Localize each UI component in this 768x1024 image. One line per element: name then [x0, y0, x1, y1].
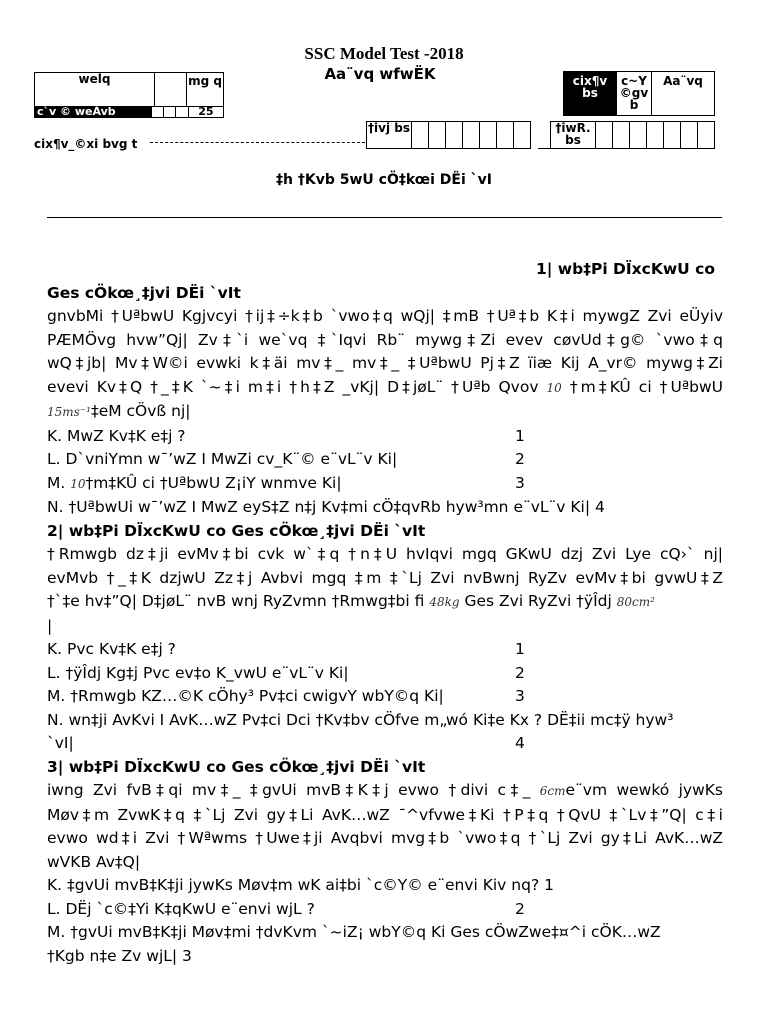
- q1-option-a: K. MwZ Kv‡K e‡j ? 1: [47, 426, 525, 445]
- name-line: [150, 142, 365, 143]
- roll-box: [366, 121, 531, 149]
- q3-heading: 3| wb‡Pi DÏxcKwU co Ges cÖkœ¸‡jvi DËi `vIt: [47, 757, 426, 776]
- subject-label: welq: [35, 73, 155, 107]
- q1-heading: 1| wb‡Pi DÏxcKwU co: [535, 260, 715, 278]
- subject-blank: [155, 73, 187, 107]
- subject-name: c`v © weÁvb: [35, 107, 152, 118]
- q1-heading-cont: Ges cÖkœ¸‡jvi DËi `vIt: [47, 283, 241, 302]
- q2-option-c: M. †Rmwgb KZ…©K cÖhy³ Pv‡ci cwigvY wbY©q Ki| 3: [47, 687, 525, 705]
- q3-line: evwo wd‡i Zvi †Wªwms †Uwe‡ji Avqbvi mvg‡b `vwo‡q †`Lj Zvi gy‡Li AvK…wZ: [47, 829, 723, 847]
- set-label: mg q: [187, 73, 224, 107]
- q2-option-a: K. Pvc Kv‡K e‡j ? 1: [47, 640, 525, 658]
- q2-option-b: L. †ÿÎdj Kg‡j Pvc ev‡o K_vwU e¨vL¨v Ki| 2: [47, 663, 525, 682]
- examinee-name-label: cix¶v_©xi bvg t: [34, 137, 138, 151]
- q2-option-d-cont: `vI| 4: [47, 734, 525, 752]
- area-value: 80cm²: [616, 595, 655, 609]
- q3-line: iwng Zvi fvB‡qi mv‡_ ‡gvUi mvB‡K‡j evwo †divi c‡_ 6cme¨vm wewkó jywKs: [47, 781, 723, 799]
- q1-line: gnvbMi †UªbwU Kgjvcyi †ij‡÷k‡b `vwo‡q wQj| ‡mB †Uª‡b K‡i mywgZ Zvi eÜyiv: [47, 307, 723, 325]
- subject-code-row: [34, 106, 224, 118]
- q2-line: |: [47, 616, 53, 635]
- section-heading: ‡h †Kvb 5wU cÖ‡kœi DËi `vI: [276, 172, 492, 188]
- exam-label: cix¶v bs: [564, 72, 617, 116]
- exam-info-box: [563, 71, 715, 116]
- roll-label: †ivj bs: [367, 122, 412, 149]
- page-title: SSC Model Test -2018: [304, 44, 464, 63]
- q2-line: †Rmwgb dz‡ji evMv‡bi cvk w`‡q †n‡U hvIqvi mgq GKwU dzj Zvi Lye cQ›` nj|: [47, 545, 723, 563]
- q2-line: †`‡e hv‡”Q| D‡jøL¨ nvB wnj RyZvmn †Rmwg‡bi fi 48kg Ges Zvi RyZvi †ÿÎdj 80cm²: [47, 592, 655, 610]
- q3-line: Møv‡m ZvwK‡q ‡`Lj Zvi gy‡Li AvK…wZ ¯^vfvwe‡Ki †P‡q †QvU ‡`Lv‡”Q| c‡i: [47, 805, 723, 824]
- registration-label: †iwR. bs: [551, 122, 596, 149]
- chapter-subtitle: Aa¨vq wfwËK: [324, 65, 436, 83]
- questions-body: [47, 258, 723, 968]
- full-marks-label: c~Y ©gv b: [617, 72, 652, 116]
- q1-line: PÆMÖvg hvw”Qj| Zv‡`i we`vq ‡`Iqvi Rb¨ mywg‡Zi evev cøvUd‡g© `vwo‡q: [47, 330, 723, 349]
- q2-line: evMvb †_‡K dzjwU Zz‡j Avbvi mgq ‡m ‡`Lj Zvi nvBwnj RyZv evMv‡bi gvwU‡Z: [47, 568, 723, 587]
- q1-line: 15ms⁻¹‡eM cÖvß nj|: [47, 402, 191, 420]
- q1-line: wQ‡jb| Mv‡W©i evwki k‡äi mv‡_ mv‡_ ‡UªbwU Pj‡Z ïiæ Kij A_vr© mywg‡Zi: [47, 354, 723, 372]
- time-value: 10: [546, 380, 562, 395]
- q1-option-b: L. D`vniYmn w¯’wZ I MwZi cv_K¨© e¨vL¨v Ki| 2: [47, 450, 525, 468]
- speed-value: 15ms⁻¹: [47, 405, 91, 419]
- diameter-value: 6cm: [539, 784, 566, 798]
- subject-box: [34, 72, 224, 107]
- q1-option-c: M. 10†m‡KÛ ci †UªbwU Z¡iY wnmve Ki| 3: [47, 473, 525, 492]
- q3-option-a: K. ‡gvUi mvB‡K‡ji jywKs Møv‡m wK ai‡bi `c©Y© e¨envi Kiv nq? 1: [47, 876, 554, 894]
- q3-option-c: M. †gvUi mvB‡K‡ji Møv‡mi †dvKvm `~iZ¡ wbY©q Ki Ges cÖwZwe‡¤^i cÖK…wZ: [47, 923, 661, 941]
- q1-option-d: N. †UªbwUi w¯’wZ I MwZ eyS‡Z n‡j Kv‡mi cÖ‡qvRb hyw³mn e¨vL¨v Ki| 4: [47, 498, 605, 516]
- q3-line: wVKB Av‡Q|: [47, 852, 141, 871]
- divider: [47, 217, 722, 218]
- q2-option-d: N. wn‡ji AvKvi I AvK…wZ Pv‡ci Dci †Kv‡bv cÖfve m„wó Ki‡e Kx ? DË‡ii mc‡ÿ hyw³: [47, 710, 674, 729]
- chapter-label: Aa¨vq: [652, 72, 715, 116]
- q2-heading: 2| wb‡Pi DÏxcKwU co Ges cÖkœ¸‡jvi DËi `vIt: [47, 521, 426, 540]
- mass-value: 48kg: [429, 595, 460, 609]
- q3-option-c-cont: †Kgb n‡e Zv wjL| 3: [47, 946, 192, 965]
- q1-line: evevi Kv‡Q †_‡K `~‡i m‡i †h‡Z _vKj| D‡jøL¨ †Uªb Qvov 10 †m‡KÛ ci †UªbwU: [47, 377, 723, 396]
- subject-code: 25: [188, 107, 223, 118]
- registration-box: [550, 121, 715, 149]
- q3-option-b: L. DËj `c©‡Yi K‡qKwU e¨envi wjL ? 2: [47, 899, 525, 918]
